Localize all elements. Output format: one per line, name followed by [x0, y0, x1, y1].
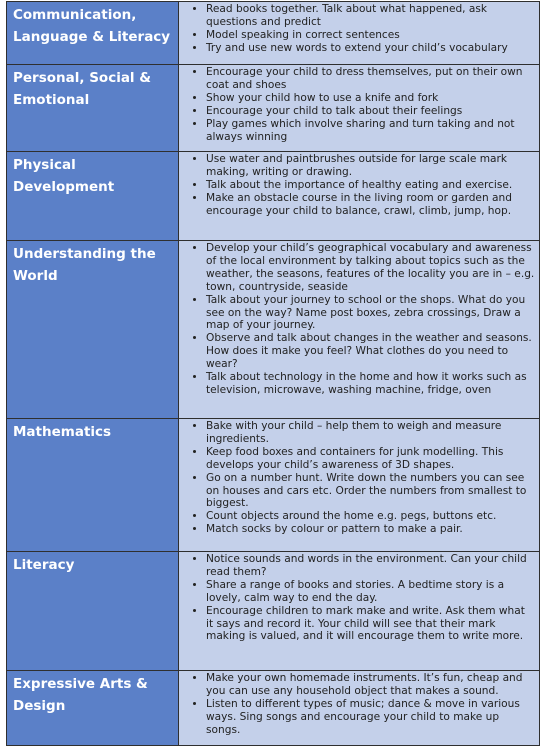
list-item: • Observe and talk about changes in the weather and seasons. How does it make you feel? What clothes do you need to wear?: [206, 332, 535, 371]
area-heading: Communication, Language & Literacy: [7, 2, 179, 64]
list-item: • Encourage your child to talk about their feelings: [206, 105, 535, 118]
table-row-mathematics: [7, 419, 539, 552]
list-item: • Develop your child’s geographical vocabulary and awareness of the local environment by talking about topics such as the weather, the seasons, features of the locality you are in – e.g. town, countryside, seaside: [206, 242, 535, 294]
list-item: • Model speaking in correct sentences: [206, 29, 535, 42]
activities-table: [6, 1, 540, 746]
list-item: • Talk about your journey to school or the shops. What do you see on the way? Name post boxes, zebra crossings, Draw a map of your journey.: [206, 294, 535, 333]
suggestion-list: [179, 65, 539, 151]
area-heading: Literacy: [7, 552, 179, 670]
list-item: • Try and use new words to extend your child’s vocabulary: [206, 42, 535, 55]
area-heading: Mathematics: [7, 419, 179, 551]
table-row-expressive-arts: [7, 671, 539, 745]
list-item: • Keep food boxes and containers for junk modelling. This develops your child’s awareness of 3D shapes.: [206, 446, 535, 472]
list-item: • Notice sounds and words in the environment. Can your child read them?: [206, 553, 535, 579]
list-item: • Show your child how to use a knife and fork: [206, 92, 535, 105]
area-heading: Understanding the World: [7, 241, 179, 418]
area-heading: Physical Development: [7, 152, 179, 240]
suggestion-list: [179, 2, 539, 64]
suggestion-list: [179, 671, 539, 745]
area-heading: Expressive Arts & Design: [7, 671, 179, 745]
list-item: • Match socks by colour or pattern to make a pair.: [206, 523, 535, 536]
list-item: • Use water and paintbrushes outside for large scale mark making, writing or drawing.: [206, 153, 535, 179]
list-item: • Talk about the importance of healthy eating and exercise.: [206, 179, 535, 192]
area-heading: Personal, Social & Emotional: [7, 65, 179, 151]
table-row-personal-social: [7, 65, 539, 152]
list-item: • Listen to different types of music; dance & move in various ways. Sing songs and encourage your child to make up songs.: [206, 698, 535, 737]
table-row-understanding-world: [7, 241, 539, 419]
list-item: • Talk about technology in the home and how it works such as television, microwave, washing machine, fridge, oven: [206, 371, 535, 397]
table-row-physical: [7, 152, 539, 241]
list-item: • Bake with your child – help them to weigh and measure ingredients.: [206, 420, 535, 446]
list-item: • Read books together. Talk about what happened, ask questions and predict: [206, 3, 535, 29]
list-item: • Make your own homemade instruments. It’s fun, cheap and you can use any household object that makes a sound.: [206, 672, 535, 698]
list-item: • Play games which involve sharing and turn taking and not always winning: [206, 118, 535, 144]
suggestion-list: [179, 241, 539, 418]
suggestion-list: [179, 419, 539, 551]
table-row-literacy: [7, 552, 539, 671]
list-item: • Make an obstacle course in the living room or garden and encourage your child to balance, crawl, climb, jump, hop.: [206, 192, 535, 218]
list-item: • Share a range of books and stories. A bedtime story is a lovely, calm way to end the day.: [206, 579, 535, 605]
table-row-communication: [7, 2, 539, 65]
suggestion-list: [179, 152, 539, 240]
list-item: • Encourage your child to dress themselves, put on their own coat and shoes: [206, 66, 535, 92]
suggestion-list: [179, 552, 539, 670]
list-item: • Go on a number hunt. Write down the numbers you can see on houses and cars etc. Order the numbers from smallest to biggest.: [206, 472, 535, 511]
list-item: • Count objects around the home e.g. pegs, buttons etc.: [206, 510, 535, 523]
list-item: • Encourage children to mark make and write. Ask them what it says and record it. Your child will see that their mark making is valued, and it will encourage them to write more.: [206, 605, 535, 644]
